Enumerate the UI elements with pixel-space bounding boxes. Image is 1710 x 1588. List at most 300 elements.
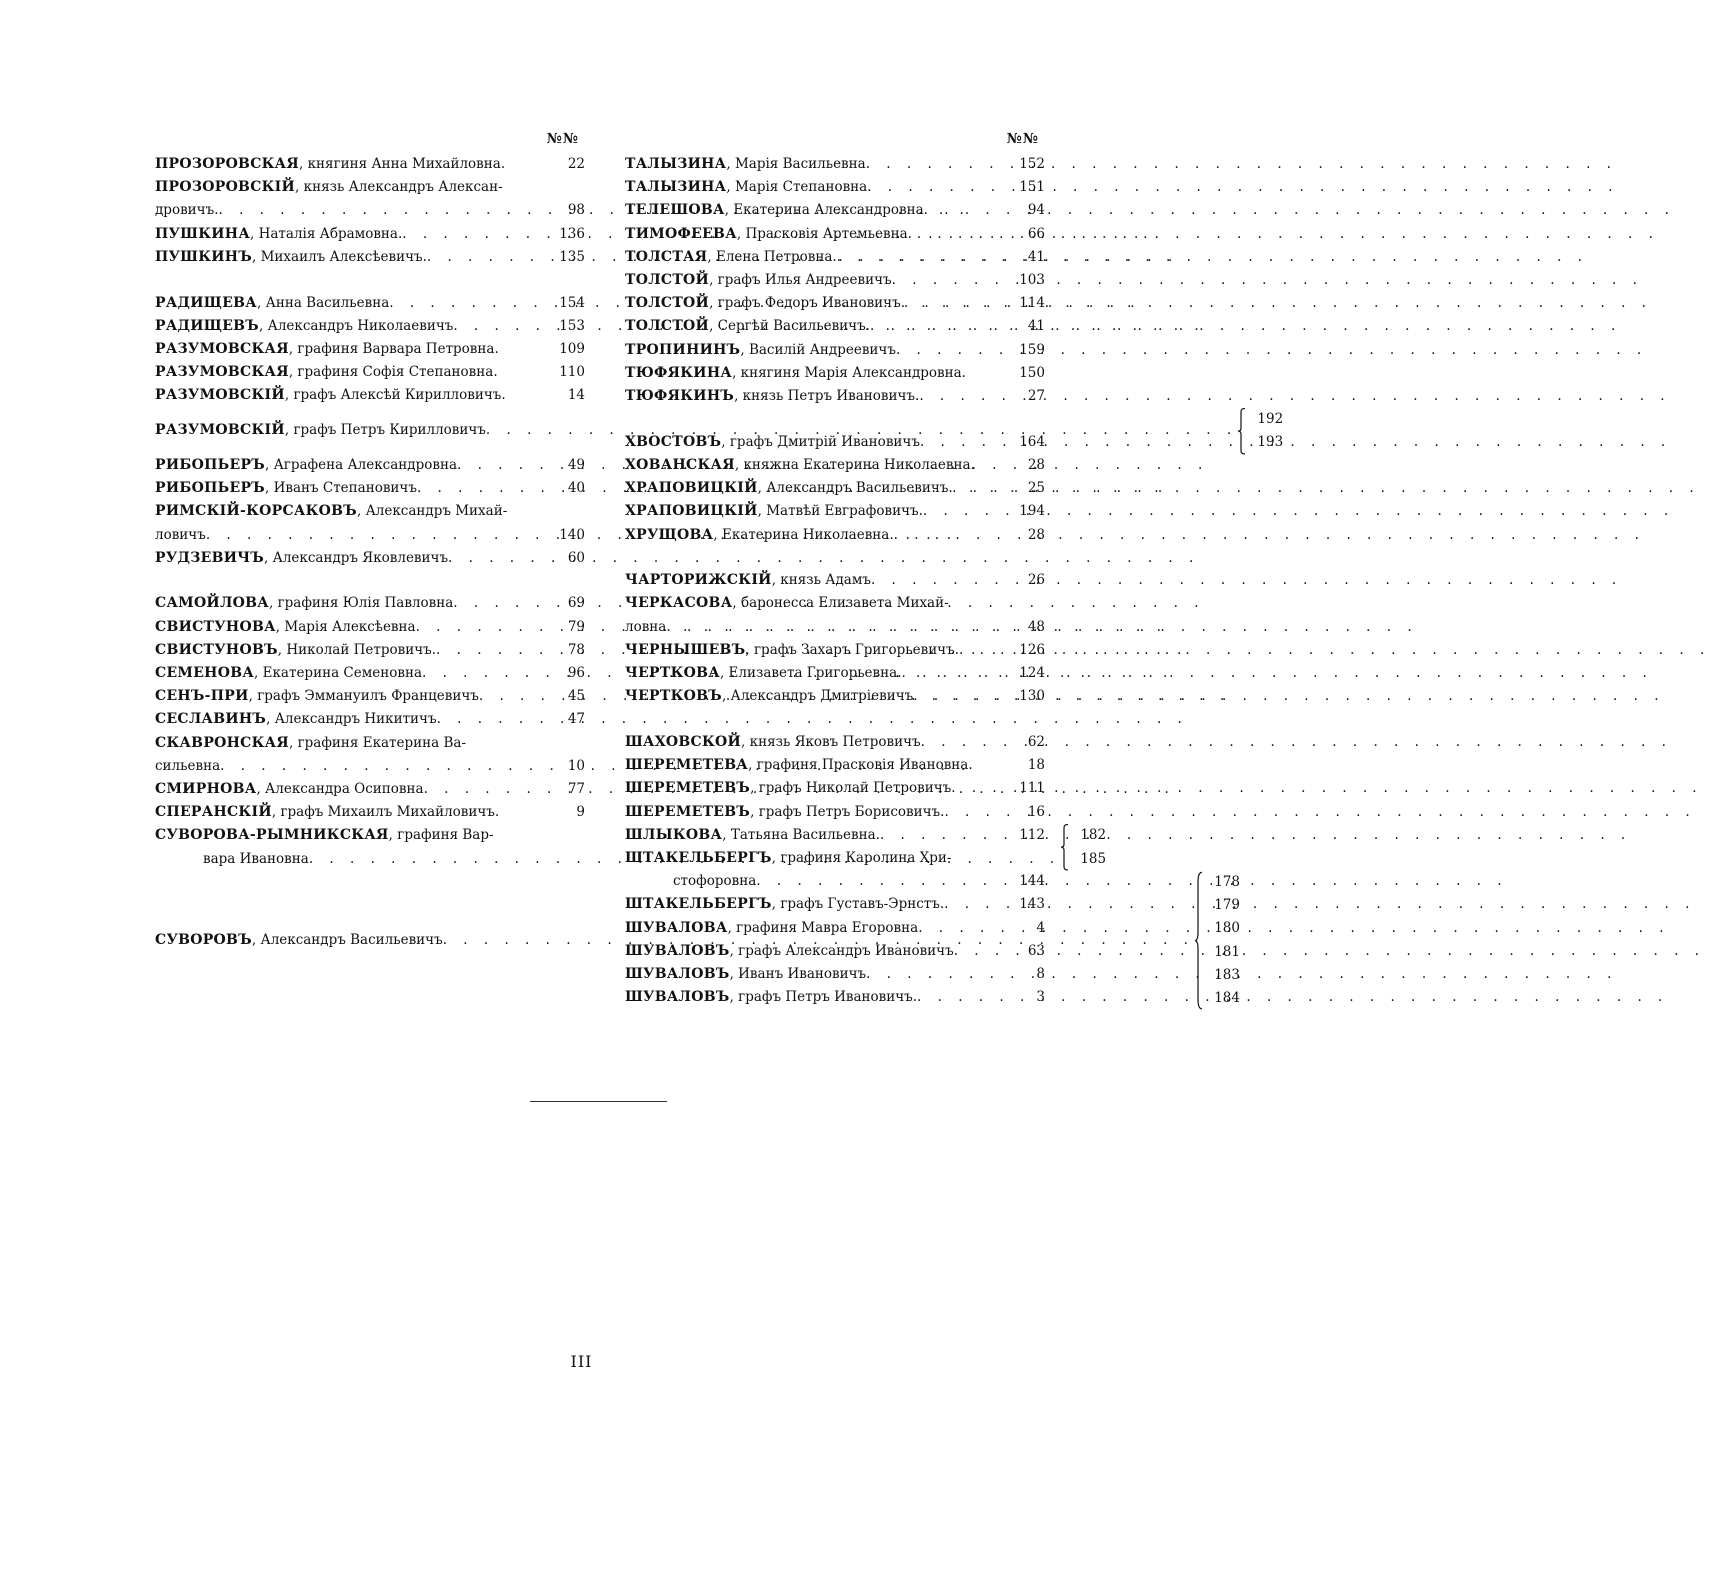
page-number-ref: 180 <box>1214 920 1240 937</box>
entry-text-line <box>625 292 901 315</box>
dot-leader <box>892 269 1009 292</box>
dot-leader <box>894 524 1009 547</box>
entry-line <box>625 431 1045 454</box>
dot-leader <box>867 176 1009 199</box>
page-number-ref: 25 <box>1027 480 1045 497</box>
page-number-ref: 112 <box>1019 826 1045 843</box>
entry-name: ШУВАЛОВЪ <box>625 966 730 982</box>
index-entry <box>155 246 585 269</box>
number-header-right: №№ <box>1006 131 1039 147</box>
entry-description: , Татьяна Васильевна. <box>722 826 880 843</box>
entry-name: РАЗУМОВСКАЯ <box>155 364 289 381</box>
page-number-ref: 66 <box>1027 225 1045 242</box>
entry-line <box>625 893 1045 916</box>
entry-line <box>155 246 585 269</box>
entry-description: , Екатерина Семеновна <box>254 665 422 682</box>
entry-description: , Александръ Михай- <box>356 503 508 520</box>
entry-text-line <box>625 223 908 246</box>
page-number-ref: 14 <box>567 387 585 404</box>
entry-continuation-text: вара Ивановна <box>203 850 309 867</box>
entry-name: СЕМЕНОВА <box>155 665 255 682</box>
entry-group <box>625 569 1045 708</box>
entry-text-line <box>625 847 951 870</box>
page-number-ref: 28 <box>1027 456 1045 473</box>
dot-leader <box>920 431 1009 454</box>
entry-text-line <box>155 454 457 477</box>
entry-line <box>155 315 585 338</box>
entry-description: , графъ Алексѣй Кирилловичъ. <box>284 387 506 404</box>
index-entry <box>625 662 1045 685</box>
index-entry <box>155 732 585 778</box>
dot-leader <box>837 246 1009 269</box>
entry-description: , графиня Каролина Хри- <box>771 849 952 866</box>
entry-description: , Марія Алексѣевна <box>275 618 416 635</box>
entry-description: , Александръ Николаевичъ <box>259 317 454 334</box>
dot-leader <box>951 777 1009 800</box>
entry-name: ЧЕРТКОВЪ <box>625 688 722 705</box>
entry-line <box>155 732 585 755</box>
entry-description: , графиня Прасковія Ивановна. <box>748 757 973 774</box>
index-entry <box>625 801 1045 824</box>
page-number-ref: 45 <box>567 688 585 705</box>
index-entry <box>625 339 1045 362</box>
entry-name: СПЕРАНСКІЙ <box>155 804 272 821</box>
entry-text-line <box>625 824 880 847</box>
page-number-ref: 26 <box>1027 572 1045 589</box>
page-number-ref: 150 <box>1019 364 1045 381</box>
page-number-ref: 159 <box>1019 341 1045 358</box>
index-entry <box>155 592 585 615</box>
entry-name: ХРАПОВИЦКІЙ <box>625 480 758 497</box>
entry-name: ЧЕРКАСОВА <box>625 595 733 612</box>
entry-group <box>625 431 1045 547</box>
entry-line <box>625 777 1045 800</box>
entry-text-line <box>625 639 959 662</box>
entry-description: , Сергѣй Васильевичъ. <box>709 318 870 335</box>
entry-continuation-text: стофоровна <box>673 873 757 890</box>
entry-group <box>625 153 1045 408</box>
entry-description: , князь Яковъ Петровичъ <box>741 733 921 750</box>
index-entry <box>625 292 1045 315</box>
entry-line <box>625 246 1045 269</box>
section-rule <box>530 1101 667 1102</box>
entry-description: , Аграфена Александровна <box>264 456 458 473</box>
entry-group <box>155 153 585 269</box>
entry-name: ТЮФЯКИНЪ <box>625 388 735 405</box>
entry-line <box>625 592 1045 615</box>
index-entry <box>625 731 1045 754</box>
page-number-ref: 130 <box>1019 688 1045 705</box>
index-entry <box>625 639 1045 662</box>
page-number-ref: 109 <box>559 340 585 357</box>
entry-name: ШЛЫКОВА <box>625 826 723 843</box>
entry-name: ЧЕРНЫШЕВЪ <box>625 641 746 658</box>
entry-description: , графъ Петръ Ивановичъ. <box>729 989 918 1006</box>
page-number-ref: 69 <box>567 595 585 612</box>
index-entry <box>625 917 1045 940</box>
entry-name: ТОЛСТОЙ <box>625 295 710 312</box>
entry-name: ТОЛСТОЙ <box>625 318 710 335</box>
page-number-ref: 96 <box>567 665 585 682</box>
index-entry <box>625 246 1045 269</box>
entry-name: ШУВАЛОВА <box>625 919 728 936</box>
entry-text-line <box>625 500 923 523</box>
entry-description: , князь Петръ Ивановичъ. <box>734 388 920 405</box>
entry-name: ХРУЩОВА <box>625 526 714 543</box>
entry-continuation <box>155 199 585 222</box>
index-entry <box>155 477 585 500</box>
entry-description: , графъ Дмитрій Ивановичъ <box>721 433 920 450</box>
entry-text-line <box>155 500 507 523</box>
index-entry <box>625 431 1045 454</box>
dot-leader <box>880 824 1009 847</box>
entry-text-line <box>625 176 867 199</box>
page-number-ref: 4 <box>1036 919 1045 936</box>
index-entry <box>625 777 1045 800</box>
index-entry <box>625 986 1045 1009</box>
page-number-ref: 40 <box>567 480 585 497</box>
entry-description: , Анна Васильевна <box>257 294 390 311</box>
entry-description: , Василій Андреевичъ <box>740 341 896 358</box>
index-entry <box>155 223 585 246</box>
entry-text-line <box>155 153 505 176</box>
entry-line <box>155 361 585 384</box>
entry-text-line <box>625 454 975 477</box>
page-number-ref: 140 <box>559 526 585 543</box>
entry-line <box>155 592 585 615</box>
entry-name: РИМСКІЙ-КОРСАКОВЪ <box>155 503 357 520</box>
index-entry <box>155 801 585 824</box>
entry-description: , Марія Степановна <box>726 179 868 196</box>
entry-line <box>625 385 1045 408</box>
dot-leader <box>917 986 1009 1009</box>
entry-description: , Александръ Дмитріевичъ <box>721 688 914 705</box>
entry-continuation <box>625 616 1045 639</box>
index-entry <box>625 500 1045 523</box>
entry-description: , княгиня Анна Михайловна. <box>299 156 506 172</box>
entry-line <box>155 338 585 361</box>
index-entry <box>155 547 585 570</box>
index-entry <box>155 454 585 477</box>
entry-text-line <box>625 269 892 292</box>
entry-continuation <box>155 755 585 778</box>
entry-text-line <box>155 315 453 338</box>
entry-line <box>155 500 585 523</box>
page-number-ref: 114 <box>1019 295 1045 312</box>
entry-description: , графъ Захаръ Григорьевичъ. <box>745 641 959 658</box>
entry-continuation-text: ловичъ <box>155 526 206 543</box>
page-number-ref: 136 <box>559 225 585 242</box>
entry-line <box>625 176 1045 199</box>
dot-leader <box>866 963 1009 986</box>
dot-leader <box>923 500 1009 523</box>
entry-name: ТОЛСТОЙ <box>625 272 710 289</box>
entry-line <box>155 153 585 176</box>
dot-leader <box>666 616 1009 639</box>
entry-text-line <box>155 419 486 442</box>
index-entry <box>625 893 1045 916</box>
page-number-ref: 152 <box>1019 156 1045 172</box>
dot-leader <box>756 870 1009 893</box>
entry-description: , Екатерина Александровна <box>724 202 924 219</box>
entry-name: СВИСТУНОВЪ <box>155 641 278 658</box>
page-number-ref: 144 <box>1019 873 1045 890</box>
index-entry <box>625 963 1045 986</box>
dot-leader <box>948 477 1009 500</box>
entry-text-line <box>155 639 436 662</box>
entry-text-line <box>155 708 437 731</box>
entry-line <box>625 824 1045 847</box>
entry-description: , Елена Петровна. <box>707 248 837 265</box>
dot-leader <box>954 940 1009 963</box>
page-number-ref: 184 <box>1214 989 1240 1006</box>
entry-name: ЧАРТОРИЖСКІЙ <box>625 572 772 589</box>
index-entry <box>155 361 585 384</box>
entry-name: РИБОПЬЕРЪ <box>155 456 265 473</box>
entry-description: , графъ Петръ Борисовичъ. <box>750 803 945 820</box>
page-number-ref: 164 <box>1019 433 1045 450</box>
page-number-ref: 27 <box>1027 388 1045 405</box>
entry-continuation <box>625 870 1045 893</box>
dot-leader <box>219 199 550 222</box>
index-entry <box>155 639 585 662</box>
dot-leader <box>402 223 549 246</box>
entry-description: , Наталія Абрамовна. <box>250 225 403 242</box>
page-number-ref: 22 <box>567 156 585 172</box>
dot-leader <box>902 662 1010 685</box>
entry-line <box>155 477 585 500</box>
entry-text-line <box>155 384 506 407</box>
index-entry <box>155 662 585 685</box>
entry-name: ШУВАЛОВЪ <box>625 989 730 1006</box>
page-number-ref: 79 <box>567 618 585 635</box>
index-entry <box>155 338 585 361</box>
page-number-ref: 94 <box>1027 202 1045 219</box>
page-number-ref: 194 <box>1019 503 1045 520</box>
entry-text-line <box>625 940 954 963</box>
entry-name: ПУШКИНЪ <box>155 248 253 265</box>
index-entry <box>625 223 1045 246</box>
entry-text-line <box>625 339 896 362</box>
page-number-ref: 60 <box>567 549 585 566</box>
index-entry <box>625 824 1045 847</box>
entry-text-line <box>625 963 866 986</box>
entry-name: РАЗУМОВСКАЯ <box>155 340 289 357</box>
page-number-ref: 49 <box>567 456 585 473</box>
page-number-ref: 181 <box>1214 943 1240 960</box>
entry-text-line <box>155 801 499 824</box>
entry-name: СКАВРОНСКАЯ <box>155 734 289 751</box>
entry-description: , графъ Илья Андреевичъ <box>709 272 892 289</box>
entry-text-line <box>625 592 949 615</box>
entry-name: СВИСТУНОВА <box>155 618 276 635</box>
entry-name: ТЕЛЕШОВА <box>625 202 725 219</box>
index-entry <box>625 685 1045 708</box>
entry-line <box>155 801 585 824</box>
entry-text-line <box>625 199 924 222</box>
entry-description: , графиня Мавра Егоровна <box>727 919 919 936</box>
entry-line <box>625 940 1045 963</box>
index-entry <box>155 292 585 315</box>
entry-description: , Прасковія Артемьевна <box>736 225 908 242</box>
index-entry <box>625 315 1045 338</box>
dot-leader <box>944 801 1009 824</box>
page-number-ref: 98 <box>567 202 585 219</box>
entry-name: ШТАКЕЛЬБЕРГЪ <box>625 896 772 913</box>
entry-description: , графиня Юлія Павловна <box>268 595 454 612</box>
entry-text-line <box>625 153 866 176</box>
entry-name: ПРОЗОРОВСКАЯ <box>155 156 300 172</box>
dot-leader <box>424 778 549 801</box>
entry-description: , Александръ Васильевичъ <box>757 480 949 497</box>
entry-text-line <box>625 801 944 824</box>
index-entry <box>155 176 585 222</box>
entry-text-line <box>155 929 443 952</box>
entry-description: , княгиня Марія Александровна. <box>732 364 966 381</box>
entry-line <box>625 315 1045 338</box>
dot-leader <box>921 731 1009 754</box>
dot-leader <box>417 477 549 500</box>
entry-description: , графъ Густавъ-Эрнстъ. <box>771 896 945 913</box>
entry-line <box>625 339 1045 362</box>
index-entry <box>155 616 585 639</box>
dot-leader <box>457 454 549 477</box>
entry-description: , графъ Петръ Кирилловичъ <box>284 422 486 439</box>
page-number-ref: 193 <box>1257 433 1284 450</box>
entry-text-line <box>625 524 894 547</box>
entry-name: ПУШКИНА <box>155 225 251 242</box>
entry-continuation-text: сильевна <box>155 757 221 774</box>
entry-line <box>625 963 1045 986</box>
dot-leader <box>453 592 549 615</box>
page-number-ref: 192 <box>1257 410 1284 427</box>
page-number-ref: 28 <box>1027 526 1045 543</box>
dot-leader <box>206 524 549 547</box>
index-entry <box>625 940 1045 963</box>
entry-description: , князь Адамъ <box>771 572 871 589</box>
entry-line <box>155 708 585 731</box>
page-number-ref: 135 <box>559 248 585 265</box>
index-entry <box>155 685 585 708</box>
entry-text-line <box>625 246 837 269</box>
entry-name: РАЗУМОВСКІЙ <box>155 387 285 404</box>
dot-leader <box>959 639 1009 662</box>
dot-leader <box>448 547 549 570</box>
dot-leader <box>901 292 1009 315</box>
entry-name: ПРОЗОРОВСКІЙ <box>155 179 296 196</box>
index-entry <box>625 754 1045 777</box>
entry-description: , графиня Екатерина Ва- <box>289 734 467 751</box>
entry-line <box>625 639 1045 662</box>
dot-leader <box>944 893 1009 916</box>
page-number-ref: 8 <box>1036 966 1045 982</box>
entry-text-line <box>155 778 424 801</box>
entry-name: ШЕРЕМЕТЕВЪ <box>625 780 751 797</box>
page-number-ref: 110 <box>559 364 585 381</box>
dot-leader <box>220 755 549 778</box>
entry-continuation <box>155 524 585 547</box>
index-entry <box>155 153 585 176</box>
entry-name: ТАЛЫЗИНА <box>625 179 727 196</box>
index-entry <box>155 500 585 546</box>
page-number-ref: 10 <box>567 757 585 774</box>
right-groups <box>625 153 1045 1009</box>
entry-text-line <box>625 754 973 777</box>
page-number-ref: 62 <box>1027 733 1045 750</box>
page-number-ref: 63 <box>1027 942 1045 959</box>
index-entry <box>625 477 1045 500</box>
page-number-ref: 18 <box>1027 757 1045 774</box>
entry-line <box>155 223 585 246</box>
entry-name: ХВОСТОВЪ <box>625 433 722 450</box>
entry-name: ЧЕРТКОВА <box>625 665 720 682</box>
entry-line <box>625 454 1045 477</box>
page-number-ref: 126 <box>1019 641 1045 658</box>
page-number-ref: 48 <box>1027 618 1045 635</box>
entry-name: ШАХОВСКОЙ <box>625 733 742 750</box>
page-number-ref: 78 <box>567 641 585 658</box>
entry-text-line <box>155 616 416 639</box>
entry-name: РАДИЩЕВА <box>155 294 258 311</box>
page-number-ref: 3 <box>1036 989 1045 1006</box>
entry-line <box>155 176 585 199</box>
entry-text-line <box>155 338 499 361</box>
index-entry <box>625 524 1045 547</box>
entry-line <box>625 477 1045 500</box>
dot-leader <box>913 685 1009 708</box>
entry-name: СЕСЛАВИНЪ <box>155 711 267 728</box>
entry-line <box>625 801 1045 824</box>
entry-description: , княжна Екатерина Николаевна. <box>734 456 975 473</box>
entry-name: СУВОРОВА-РЫМНИКСКАЯ <box>155 827 389 844</box>
entry-line <box>625 500 1045 523</box>
entry-name: ШЕРЕМЕТЕВА <box>625 757 749 774</box>
index-entry <box>155 384 585 407</box>
entry-name: ТОЛСТАЯ <box>625 248 708 265</box>
entry-line <box>625 524 1045 547</box>
entry-description: , графъ Николай Петровичъ <box>750 780 952 797</box>
entry-name: СМИРНОВА <box>155 781 257 798</box>
entry-line <box>155 685 585 708</box>
dot-leader <box>453 315 549 338</box>
entry-name: ТАЛЫЗИНА <box>625 156 727 172</box>
entry-text-line <box>625 777 951 800</box>
entry-description: , князь Александръ Алексан- <box>295 179 503 196</box>
dot-leader <box>427 246 549 269</box>
entry-line <box>155 616 585 639</box>
dot-leader <box>436 639 549 662</box>
entry-text-line <box>155 824 494 847</box>
page-number-ref: 16 <box>1027 803 1045 820</box>
entry-line <box>625 569 1045 592</box>
page-number-ref: 182 <box>1080 827 1107 844</box>
index-entry <box>625 592 1045 638</box>
entry-text-line <box>155 223 402 246</box>
entry-name: ХОВАНСКАЯ <box>625 456 735 473</box>
entry-text-line <box>625 477 948 500</box>
page-number-ref: 124 <box>1019 665 1045 682</box>
entry-description: , графъ Эммануилъ Францевичъ <box>248 688 479 705</box>
dot-leader <box>870 315 1009 338</box>
entry-line <box>625 685 1045 708</box>
entry-line <box>625 269 1045 292</box>
index-entry <box>625 362 1045 385</box>
index-entry <box>625 199 1045 222</box>
dot-leader <box>437 708 549 731</box>
entry-description: , графиня Софія Степановна. <box>288 364 498 381</box>
page-number: III <box>570 1352 593 1371</box>
entry-line <box>155 384 585 407</box>
